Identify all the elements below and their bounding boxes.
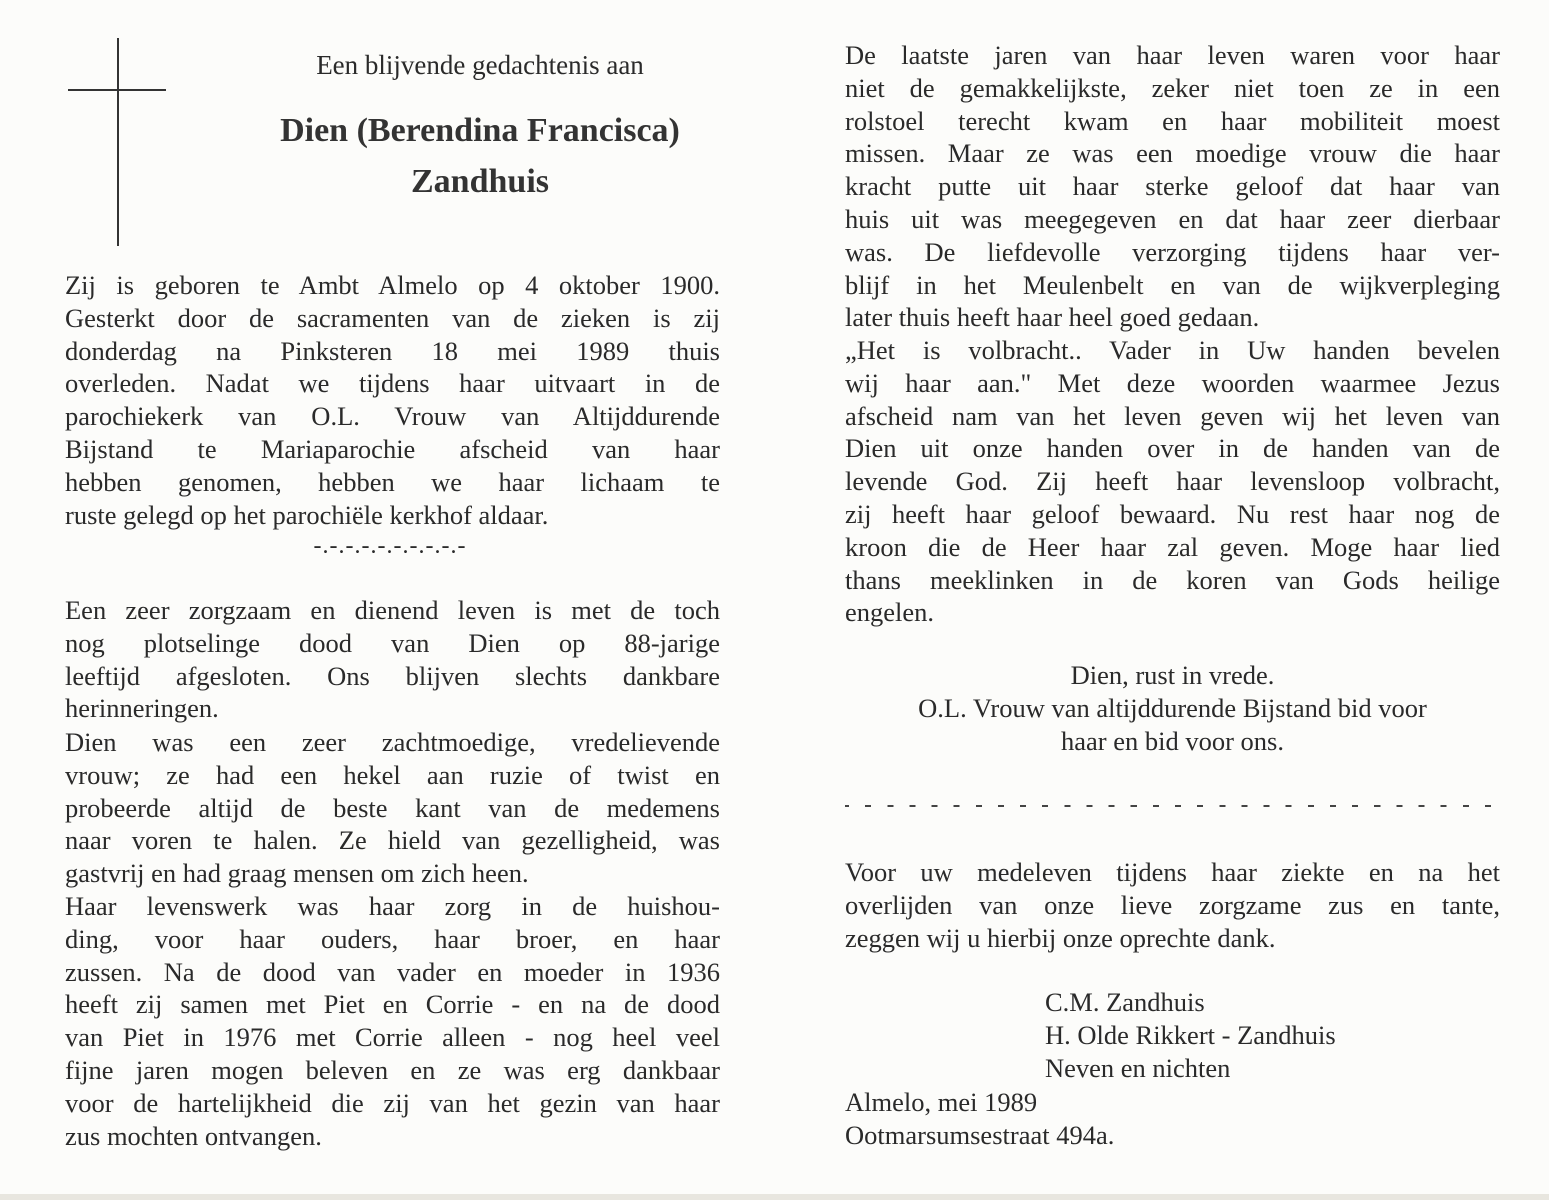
- cross-icon-bar: [68, 89, 166, 91]
- text-line: heeft zij samen met Piet en Corrie - en na de dood: [65, 989, 720, 1020]
- character-paragraph: [65, 726, 720, 890]
- text-line: vrouw; ze had een hekel aan ruzie of twist en: [65, 759, 720, 790]
- deceased-name: Dien (Berendina Francisca): [280, 112, 680, 149]
- text-line: fijne jaren mogen beleven en ze was erg dankbaar: [65, 1054, 720, 1085]
- text-line: zeggen wij u hierbij onze oprechte dank.: [845, 922, 1276, 953]
- text-line: engelen.: [845, 597, 935, 628]
- text-line: huis uit was meegegeven en dat haar zeer dierbaar: [845, 203, 1500, 234]
- text-line: ding, voor haar ouders, haar broer, en haar: [65, 923, 720, 954]
- card-edge: [0, 1194, 1549, 1200]
- farewell-paragraph: [845, 334, 1500, 629]
- text-line: van Piet in 1976 met Corrie alleen - nog heel veel: [65, 1022, 720, 1053]
- text-line: zussen. Na de dood van vader en moeder in 1936: [65, 956, 720, 987]
- text-line: kracht putte uit haar sterke geloof dat haar van: [845, 171, 1500, 202]
- text-line: Bijstand te Mariaparochie afscheid van haar: [65, 433, 720, 464]
- address: Ootmarsumsestraat 494a.: [845, 1120, 1115, 1150]
- last-years-paragraph: [845, 39, 1500, 334]
- deceased-surname: Zandhuis: [411, 163, 549, 200]
- lifework-paragraph: [65, 890, 720, 1152]
- text-line: probeerde altijd de beste kant van de medemens: [65, 792, 720, 823]
- text-line: parochiekerk van O.L. Vrouw van Altijddurende: [65, 401, 720, 432]
- text-line: Dien uit onze handen over in de handen van de: [845, 433, 1500, 464]
- intro-text: Een blijvende gedachtenis aan: [316, 50, 644, 80]
- dashed-divider: [845, 795, 1500, 815]
- text-line: nog plotselinge dood van Dien op 88-jarige: [65, 627, 720, 658]
- text-line: Voor uw medeleven tijdens haar ziekte en na het: [845, 857, 1500, 887]
- signatory: C.M. Zandhuis: [1045, 987, 1205, 1017]
- text-line: missen. Maar ze was een moedige vrouw die haar: [845, 138, 1500, 169]
- text-line: wij haar aan." Met deze woorden waarmee Jezus: [845, 367, 1500, 398]
- text-line: „Het is volbracht.. Vader in Uw handen bevelen: [845, 335, 1500, 365]
- text-line: ruste gelegd op het parochiële kerkhof aldaar.: [65, 499, 549, 530]
- text-line: voor de hartelijkheid die zij van het gezin van haar: [65, 1087, 720, 1118]
- text-line: niet de gemakkelijkste, zeker niet toen ze in een: [845, 72, 1500, 103]
- text-line: rolstoel terecht kwam en haar mobiliteit moest: [845, 105, 1500, 136]
- text-line: kroon die de Heer haar zal geven. Moge haar lied: [845, 531, 1500, 562]
- thanks-paragraph: [845, 856, 1500, 954]
- separator: -.-.-.-.-.-.-.-.-.-: [313, 533, 467, 559]
- text-line: blijf in het Meulenbelt en van de wijkverpleging: [845, 269, 1500, 300]
- text-line: overlijden van onze lieve zorgzame zus en tante,: [845, 889, 1500, 920]
- text-line: zij heeft haar geloof bewaard. Nu rest haar nog de: [845, 498, 1500, 529]
- text-line: herinneringen.: [65, 693, 219, 724]
- text-line: was. De liefdevolle verzorging tijdens haar ver-: [845, 236, 1500, 267]
- text-line: De laatste jaren van haar leven waren voor haar: [845, 40, 1500, 70]
- text-line: Een zeer zorgzaam en dienend leven is met de toch: [65, 595, 720, 625]
- prayer-line-3: haar en bid voor ons.: [1061, 726, 1284, 756]
- birth-death-paragraph: [65, 269, 720, 531]
- prayer-line-1: Dien, rust in vrede.: [1070, 660, 1275, 690]
- signatory: Neven en nichten: [1045, 1053, 1231, 1083]
- text-line: leeftijd afgesloten. Ons blijven slechts dankbare: [65, 660, 720, 691]
- cross-icon: [117, 38, 119, 246]
- text-line: gastvrij en had graag mensen om zich heen.: [65, 858, 529, 889]
- text-line: Haar levenswerk was haar zorg in de huishou-: [65, 891, 720, 921]
- text-line: hebben genomen, hebben we haar lichaam te: [65, 466, 720, 497]
- text-line: donderdag na Pinksteren 18 mei 1989 thuis: [65, 335, 720, 366]
- life-paragraph: [65, 594, 720, 725]
- text-line: overleden. Nadat we tijdens haar uitvaart in de: [65, 368, 720, 399]
- text-line: Gesterkt door de sacramenten van de zieken is zij: [65, 302, 720, 333]
- text-line: Zij is geboren te Ambt Almelo op 4 oktober 1900.: [65, 270, 720, 300]
- text-line: thans meeklinken in de koren van Gods heilige: [845, 564, 1500, 595]
- place-date: Almelo, mei 1989: [845, 1087, 1038, 1117]
- text-line: naar voren te halen. Ze hield van gezelligheid, was: [65, 825, 720, 856]
- text-line: Dien was een zeer zachtmoedige, vredelievende: [65, 727, 720, 757]
- text-line: zus mochten ontvangen.: [65, 1120, 322, 1151]
- text-line: levende God. Zij heeft haar levensloop volbracht,: [845, 466, 1500, 497]
- text-line: later thuis heeft haar heel goed gedaan.: [845, 302, 1260, 333]
- signatory: H. Olde Rikkert - Zandhuis: [1045, 1020, 1336, 1050]
- text-line: afscheid nam van het leven geven wij het leven van: [845, 400, 1500, 431]
- prayer-line-2: O.L. Vrouw van altijddurende Bijstand bid voor: [918, 693, 1427, 723]
